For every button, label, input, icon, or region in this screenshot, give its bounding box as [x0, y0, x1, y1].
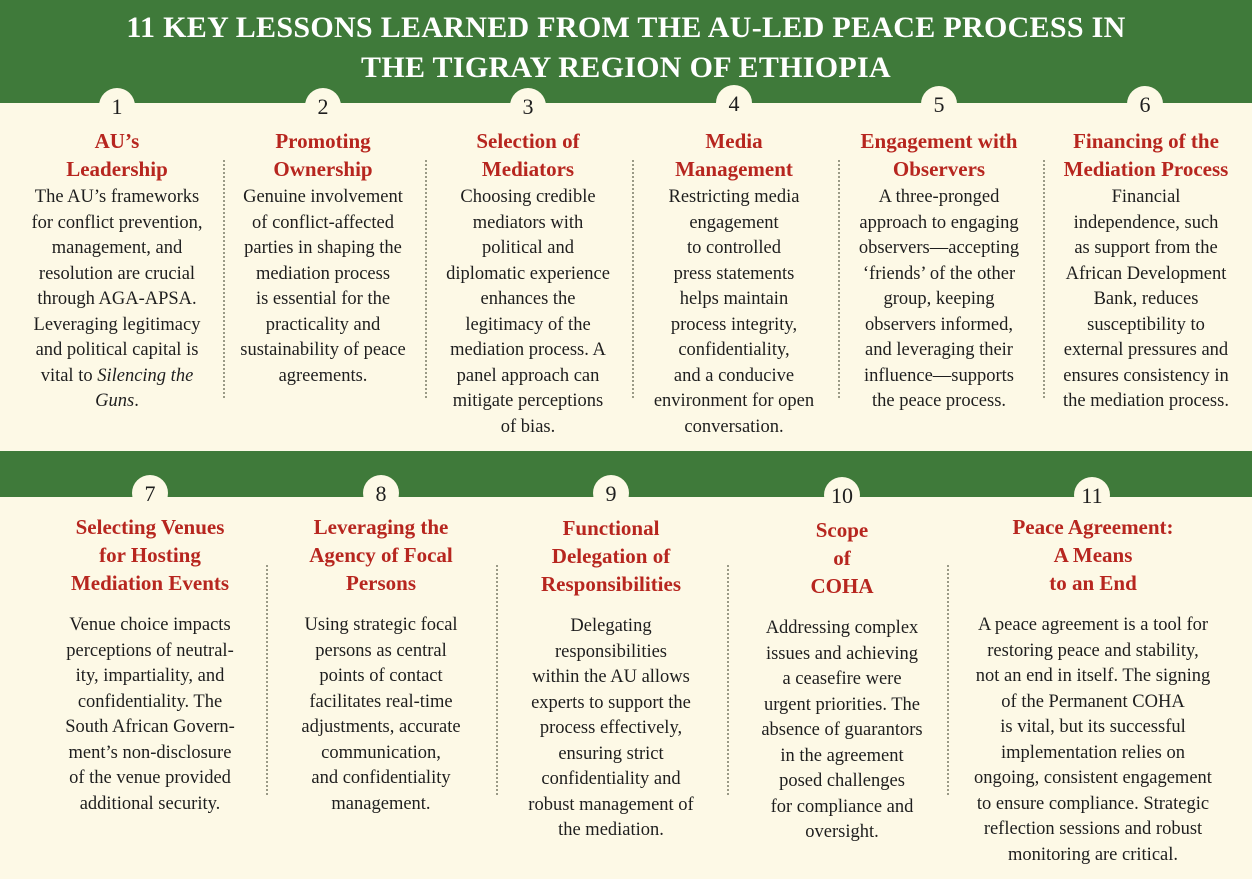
- lesson-number-1: 1: [99, 88, 135, 124]
- lesson-11-body: A peace agreement is a tool for restoring peace and stability, not an end in itself. The signing of the Permanent COHA is vital, but its successful implementation relies on ongoing, consistent engagement to ensure compliance. Strategic reflection sessions and robust monitoring are critical.: [974, 615, 1212, 865]
- lesson-number-6: 6: [1127, 86, 1163, 122]
- column-divider: [266, 565, 268, 795]
- lesson-9: [508, 514, 714, 844]
- title-line-2: THE TIGRAY REGION OF ETHIOPIA: [361, 51, 891, 84]
- lesson-11-title: Peace Agreement: A Means to an End: [1012, 515, 1174, 595]
- lesson-number-10: 10: [824, 477, 860, 513]
- column-divider: [496, 565, 498, 795]
- column-divider: [838, 160, 840, 398]
- lesson-4-body: Restricting media engagement to controlled press statements helps maintain process integrity, confidentiality, and a conducive environment for open conversation.: [653, 187, 815, 437]
- lesson-2-title: Promoting Ownership: [273, 129, 373, 181]
- lesson-4: [636, 127, 832, 440]
- infographic-title: [0, 0, 1252, 103]
- lesson-10: [740, 516, 944, 846]
- lesson-number-8: 8: [363, 475, 399, 511]
- lesson-4-title: Media Management: [675, 129, 793, 181]
- lesson-7-title: Selecting Venues for Hosting Mediation Events: [70, 515, 230, 595]
- column-divider: [727, 565, 729, 795]
- lesson-5-body: A three-pronged approach to engaging observers—accepting ‘friends’ of the other group, keeping observers informed, and leveraging their influence—supports the peace process.: [858, 187, 1020, 411]
- lesson-2: [226, 127, 420, 389]
- lesson-3: [428, 127, 628, 440]
- lesson-8-body: Using strategic focal persons as central points of contact facilitates real-time adjustments, accurate communication, and confidentiality management.: [301, 615, 461, 814]
- lesson-7: [42, 513, 258, 817]
- lesson-number-11: 11: [1074, 477, 1110, 513]
- lesson-2-body: Genuine involvement of conflict-affected parties in shaping the mediation process is essential for the practicality and sustainability of peace agreements.: [240, 187, 406, 386]
- lesson-6-body: Financial independence, such as support from the African Development Bank, reduces susceptibility to external pressures and ensures consistency in the mediation process.: [1063, 187, 1229, 411]
- lesson-3-title: Selection of Mediators: [476, 129, 580, 181]
- lesson-10-body: Addressing complex issues and achieving a ceasefire were urgent priorities. The absence of guarantors in the agreement posed challenges for compliance and oversight.: [761, 618, 923, 842]
- lesson-5: [842, 127, 1036, 415]
- lesson-6: [1046, 127, 1246, 415]
- lesson-8-title: Leveraging the Agency of Focal Persons: [309, 515, 453, 595]
- lesson-9-title: Functional Delegation of Responsibilities: [540, 516, 682, 596]
- lesson-1-body: The AU’s frameworks for conflict prevention, management, and resolution are crucial through AGA-APSA. Leveraging legitimacy and political capital is vital to Silencing the Guns.: [31, 187, 203, 411]
- title-line-1: 11 KEY LESSONS LEARNED FROM THE AU-LED PEACE PROCESS IN: [126, 11, 1126, 44]
- lesson-10-title: Scope of COHA: [810, 518, 874, 598]
- lesson-number-7: 7: [132, 475, 168, 511]
- column-divider: [947, 565, 949, 795]
- lesson-1: [14, 127, 220, 415]
- lesson-6-title: Financing of the Mediation Process: [1063, 129, 1229, 181]
- lesson-1-title: AU’s Leadership: [66, 129, 168, 181]
- lesson-8: [278, 513, 484, 817]
- lesson-11: [950, 513, 1236, 868]
- column-divider: [632, 160, 634, 398]
- lesson-9-body: Delegating responsibilities within the AU allows experts to support the process effectively, ensuring strict confidentiality and robust management of the mediation.: [528, 616, 694, 840]
- column-divider: [223, 160, 225, 398]
- column-divider: [425, 160, 427, 398]
- column-divider: [1043, 160, 1045, 398]
- lesson-number-9: 9: [593, 475, 629, 511]
- lesson-number-2: 2: [305, 88, 341, 124]
- lesson-3-body: Choosing credible mediators with political and diplomatic experience enhances the legitimacy of the mediation process. A panel approach can mitigate perceptions of bias.: [446, 187, 610, 437]
- lesson-number-5: 5: [921, 86, 957, 122]
- lesson-number-4: 4: [716, 85, 752, 121]
- lesson-number-3: 3: [510, 88, 546, 124]
- lesson-5-title: Engagement with Observers: [860, 129, 1018, 181]
- lesson-7-body: Venue choice impacts perceptions of neutral- ity, impartiality, and confidentiality. The South African Govern- ment’s non-disclosure of the venue provided additional security.: [65, 615, 235, 814]
